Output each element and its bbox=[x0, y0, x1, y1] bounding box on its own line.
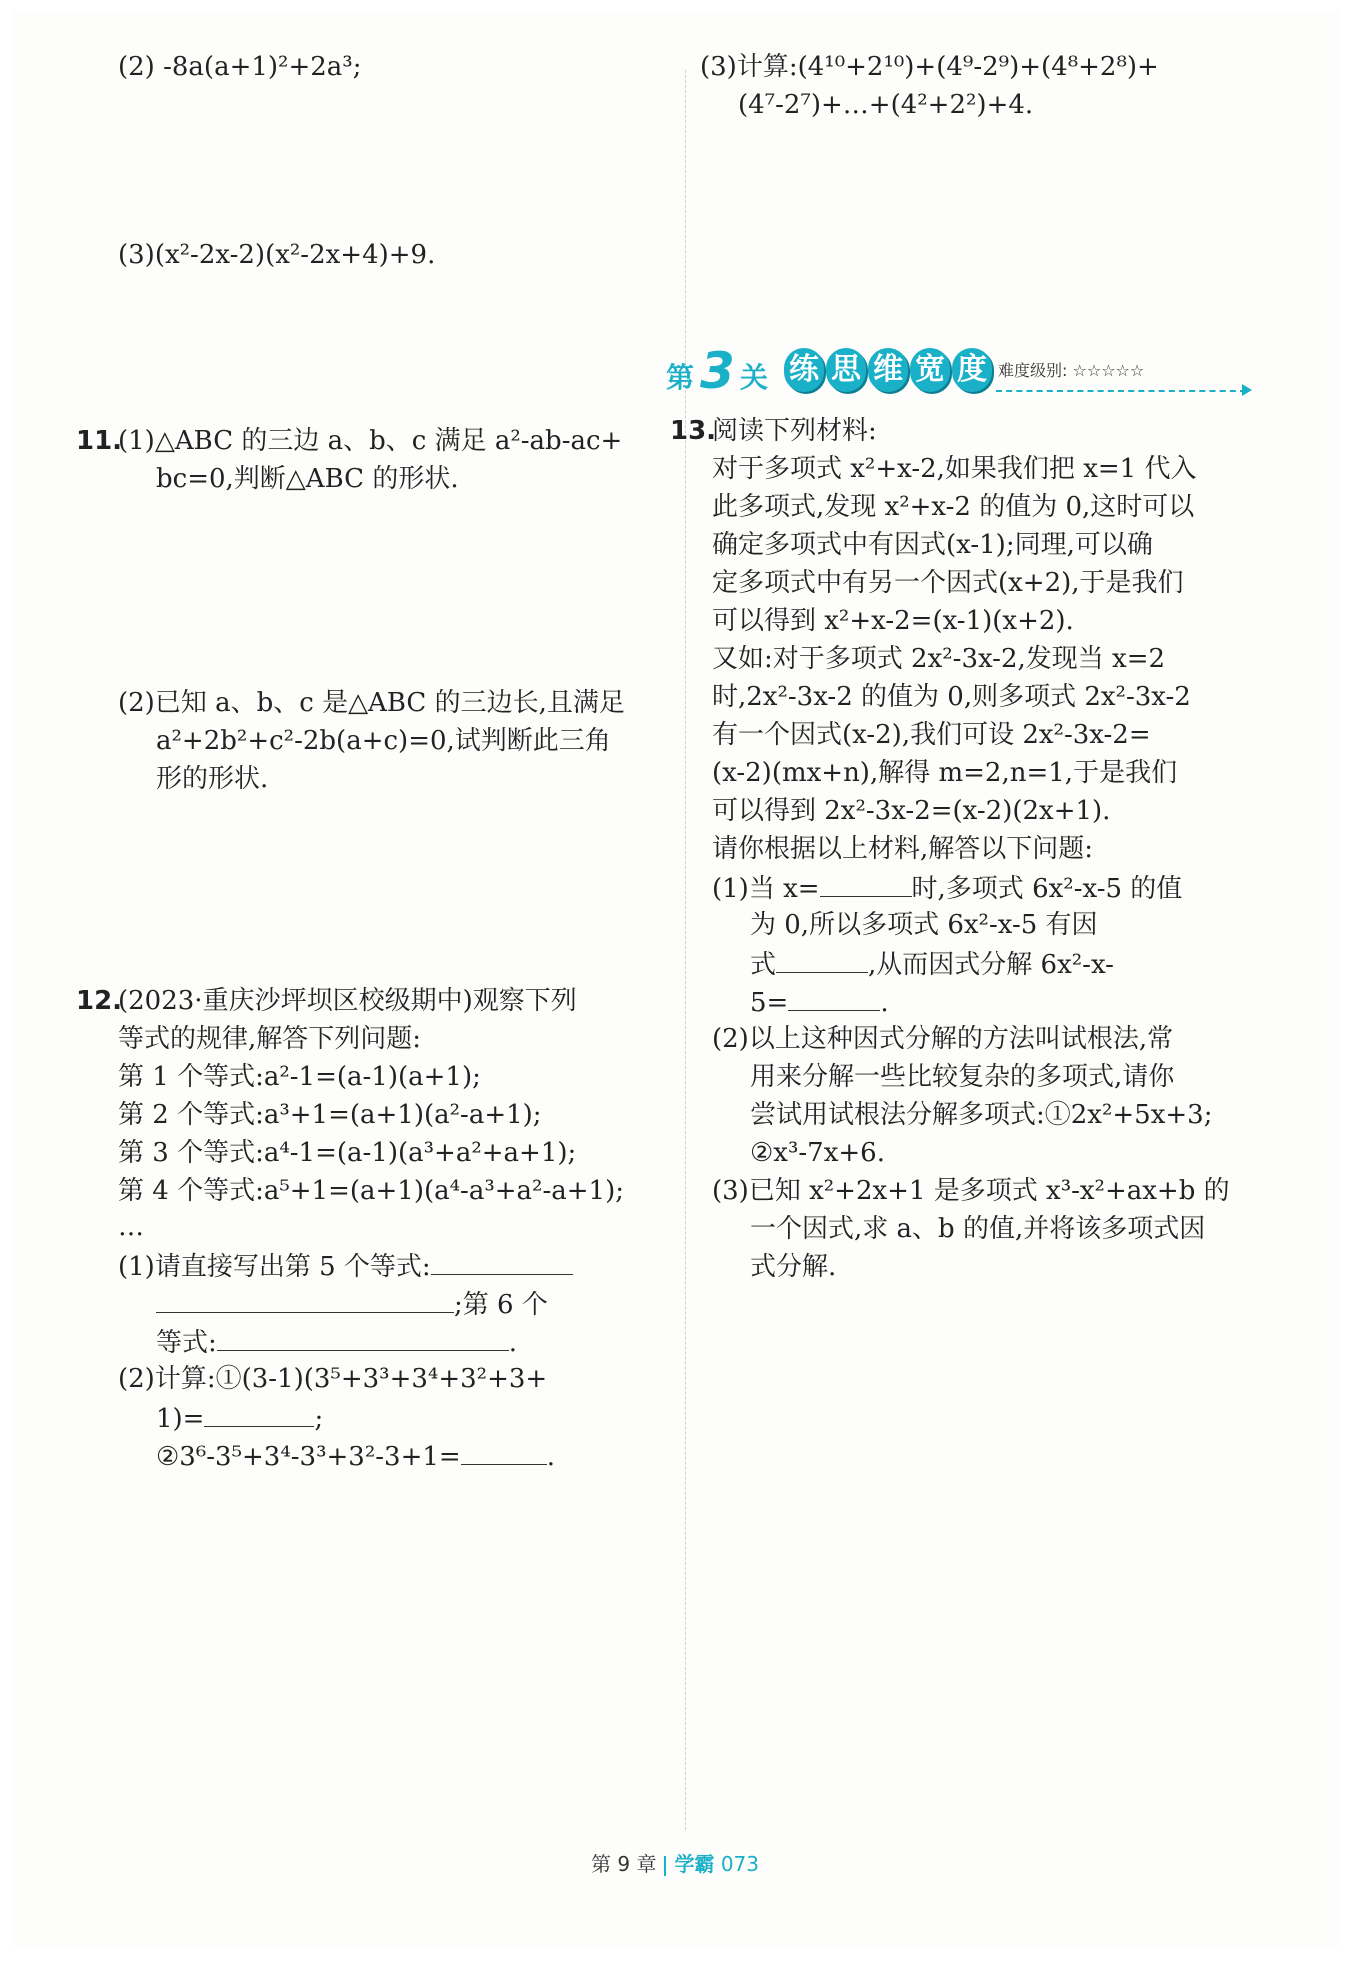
q13-part3-line1: (3)已知 x²+2x+1 是多项式 x³-x²+ax+b 的 bbox=[712, 1176, 1230, 1206]
q12-part2-calc2: ②3⁶-3⁵+3⁴-3³+3²-3+1= bbox=[156, 1442, 461, 1472]
answer-blank-eq6[interactable] bbox=[217, 1324, 509, 1351]
section-number: 3 bbox=[700, 342, 735, 400]
q13-line-h: 时,2x²-3x-2 的值为 0,则多项式 2x²-3x-2 bbox=[712, 682, 1191, 712]
question-number-11: 11. bbox=[76, 426, 123, 456]
star-icons: ☆☆☆☆☆ bbox=[1072, 361, 1145, 380]
answer-blank-eq5-b[interactable] bbox=[156, 1286, 454, 1313]
column-divider bbox=[685, 70, 686, 1830]
page-footer bbox=[10, 1848, 1340, 1877]
q13-part1-line3 bbox=[750, 946, 1114, 982]
difficulty-label: 难度级别: bbox=[998, 361, 1068, 380]
section-title-char: 度 bbox=[952, 348, 992, 392]
q12-part1-prompt: (1)请直接写出第 5 个等式: bbox=[118, 1252, 431, 1282]
q13-line-b: 对于多项式 x²+x-2,如果我们把 x=1 代入 bbox=[712, 454, 1197, 484]
q12-part1-line3 bbox=[156, 1324, 517, 1360]
q13-part2-line3: 尝试用试根法分解多项式:①2x²+5x+3; bbox=[750, 1100, 1213, 1130]
workbook-page bbox=[10, 10, 1340, 1946]
q12-ellipsis: … bbox=[118, 1212, 144, 1242]
q11-part1-line1: (1)△ABC 的三边 a、b、c 满足 a²-ab-ac+ bbox=[118, 426, 623, 456]
q13-part1-prompt: (1)当 x= bbox=[712, 874, 820, 904]
q12-equation-3: 第 3 个等式:a⁴-1=(a-1)(a³+a²+a+1); bbox=[118, 1138, 577, 1168]
q12-part1-line1 bbox=[118, 1248, 573, 1284]
q13-part2-line4: ②x³-7x+6. bbox=[750, 1138, 885, 1168]
answer-blank-factor[interactable] bbox=[776, 946, 868, 973]
question-number-12: 12. bbox=[76, 986, 123, 1016]
q12-equation-1: 第 1 个等式:a²-1=(a-1)(a+1); bbox=[118, 1062, 481, 1092]
q12-part2-line3 bbox=[156, 1438, 555, 1474]
q12-part1-eq-label: 等式: bbox=[156, 1328, 217, 1358]
dashed-arrow-line bbox=[996, 390, 1246, 392]
q12-equation-4: 第 4 个等式:a⁵+1=(a+1)(a⁴-a³+a²-a+1); bbox=[118, 1176, 624, 1206]
q13-part1-line2: 为 0,所以多项式 6x²-x-5 有因 bbox=[750, 910, 1098, 940]
answer-blank-eq5-a[interactable] bbox=[431, 1248, 573, 1275]
q13-line-g: 又如:对于多项式 2x²-3x-2,发现当 x=2 bbox=[712, 644, 1166, 674]
q13-part1-factor-label: 式 bbox=[750, 950, 777, 980]
answer-blank-x-value[interactable] bbox=[820, 870, 912, 897]
arrow-head-icon bbox=[1242, 384, 1252, 396]
section-guan: 关 bbox=[740, 361, 769, 394]
q13-line-i: 有一个因式(x-2),我们可设 2x²-3x-2= bbox=[712, 720, 1151, 750]
q11-part1-line2: bc=0,判断△ABC 的形状. bbox=[156, 464, 459, 494]
q13-part1-eq: 5= bbox=[750, 988, 789, 1018]
question-number-13: 13. bbox=[670, 416, 717, 446]
section-title bbox=[784, 348, 992, 392]
brand-label: 学霸 bbox=[674, 1852, 715, 1876]
period: . bbox=[546, 1442, 555, 1472]
q12-part3-line1: (3)计算:(4¹⁰+2¹⁰)+(4⁹-2⁹)+(4⁸+2⁸)+ bbox=[700, 52, 1159, 82]
q13-line-f: 可以得到 x²+x-2=(x-1)(x+2). bbox=[712, 606, 1074, 636]
section-banner bbox=[666, 342, 1286, 400]
chapter-label: 第 9 章 bbox=[591, 1852, 657, 1876]
section-title-char: 练 bbox=[784, 348, 824, 392]
q13-part3-line2: 一个因式,求 a、b 的值,并将该多项式因 bbox=[750, 1214, 1206, 1244]
q10-part3: (3)(x²-2x-2)(x²-2x+4)+9. bbox=[118, 240, 436, 270]
q12-intro-line1: (2023·重庆沙坪坝区校级期中)观察下列 bbox=[118, 986, 577, 1016]
q12-part1-sixth: ;第 6 个 bbox=[454, 1290, 548, 1320]
q11-part2-line3: 形的形状. bbox=[156, 764, 269, 794]
q12-part2-eq: 1)= bbox=[156, 1404, 205, 1434]
q11-part2-line1: (2)已知 a、b、c 是△ABC 的三边长,且满足 bbox=[118, 688, 625, 718]
q13-part1-text: 时,多项式 6x²-x-5 的值 bbox=[911, 874, 1183, 904]
q13-part1-line4 bbox=[750, 984, 889, 1020]
q13-part2-line1: (2)以上这种因式分解的方法叫试根法,常 bbox=[712, 1024, 1174, 1054]
section-title-char: 思 bbox=[826, 348, 866, 392]
q13-line-e: 定多项式中有另一个因式(x+2),于是我们 bbox=[712, 568, 1184, 598]
page-number: 073 bbox=[720, 1852, 759, 1876]
answer-blank-factorization[interactable] bbox=[788, 984, 880, 1011]
q13-part1-line1 bbox=[712, 870, 1182, 906]
q13-part2-line2: 用来分解一些比较复杂的多项式,请你 bbox=[750, 1062, 1175, 1092]
q12-part2-line2 bbox=[156, 1400, 323, 1436]
section-title-char: 宽 bbox=[910, 348, 950, 392]
semicolon: ; bbox=[314, 1404, 324, 1434]
q13-part3-line3: 式分解. bbox=[750, 1252, 837, 1282]
q12-intro-line2: 等式的规律,解答下列问题: bbox=[118, 1024, 422, 1054]
section-di: 第 bbox=[666, 361, 695, 394]
answer-blank-calc2[interactable] bbox=[461, 1438, 547, 1465]
q13-line-d: 确定多项式中有因式(x-1);同理,可以确 bbox=[712, 530, 1153, 560]
answer-blank-calc1[interactable] bbox=[204, 1400, 314, 1427]
q13-line-a: 阅读下列材料: bbox=[712, 416, 877, 446]
q13-line-l: 请你根据以上材料,解答以下问题: bbox=[712, 834, 1094, 864]
q12-part1-line2 bbox=[156, 1286, 548, 1322]
section-title-char: 维 bbox=[868, 348, 908, 392]
q13-part1-text2: ,从而因式分解 6x²-x- bbox=[868, 950, 1114, 980]
q12-equation-2: 第 2 个等式:a³+1=(a+1)(a²-a+1); bbox=[118, 1100, 542, 1130]
q13-line-j: (x-2)(mx+n),解得 m=2,n=1,于是我们 bbox=[712, 758, 1178, 788]
q11-part2-line2: a²+2b²+c²-2b(a+c)=0,试判断此三角 bbox=[156, 726, 611, 756]
q12-part3-line2: (4⁷-2⁷)+…+(4²+2²)+4. bbox=[738, 90, 1034, 120]
period: . bbox=[508, 1328, 518, 1358]
footer-separator bbox=[664, 1856, 666, 1876]
q13-line-k: 可以得到 2x²-3x-2=(x-2)(2x+1). bbox=[712, 796, 1111, 826]
q12-part2-line1: (2)计算:①(3-1)(3⁵+3³+3⁴+3²+3+ bbox=[118, 1364, 548, 1394]
period: . bbox=[880, 988, 889, 1018]
q10-part2: (2) -8a(a+1)²+2a³; bbox=[118, 52, 362, 82]
difficulty-rating bbox=[998, 358, 1144, 381]
q13-line-c: 此多项式,发现 x²+x-2 的值为 0,这时可以 bbox=[712, 492, 1195, 522]
